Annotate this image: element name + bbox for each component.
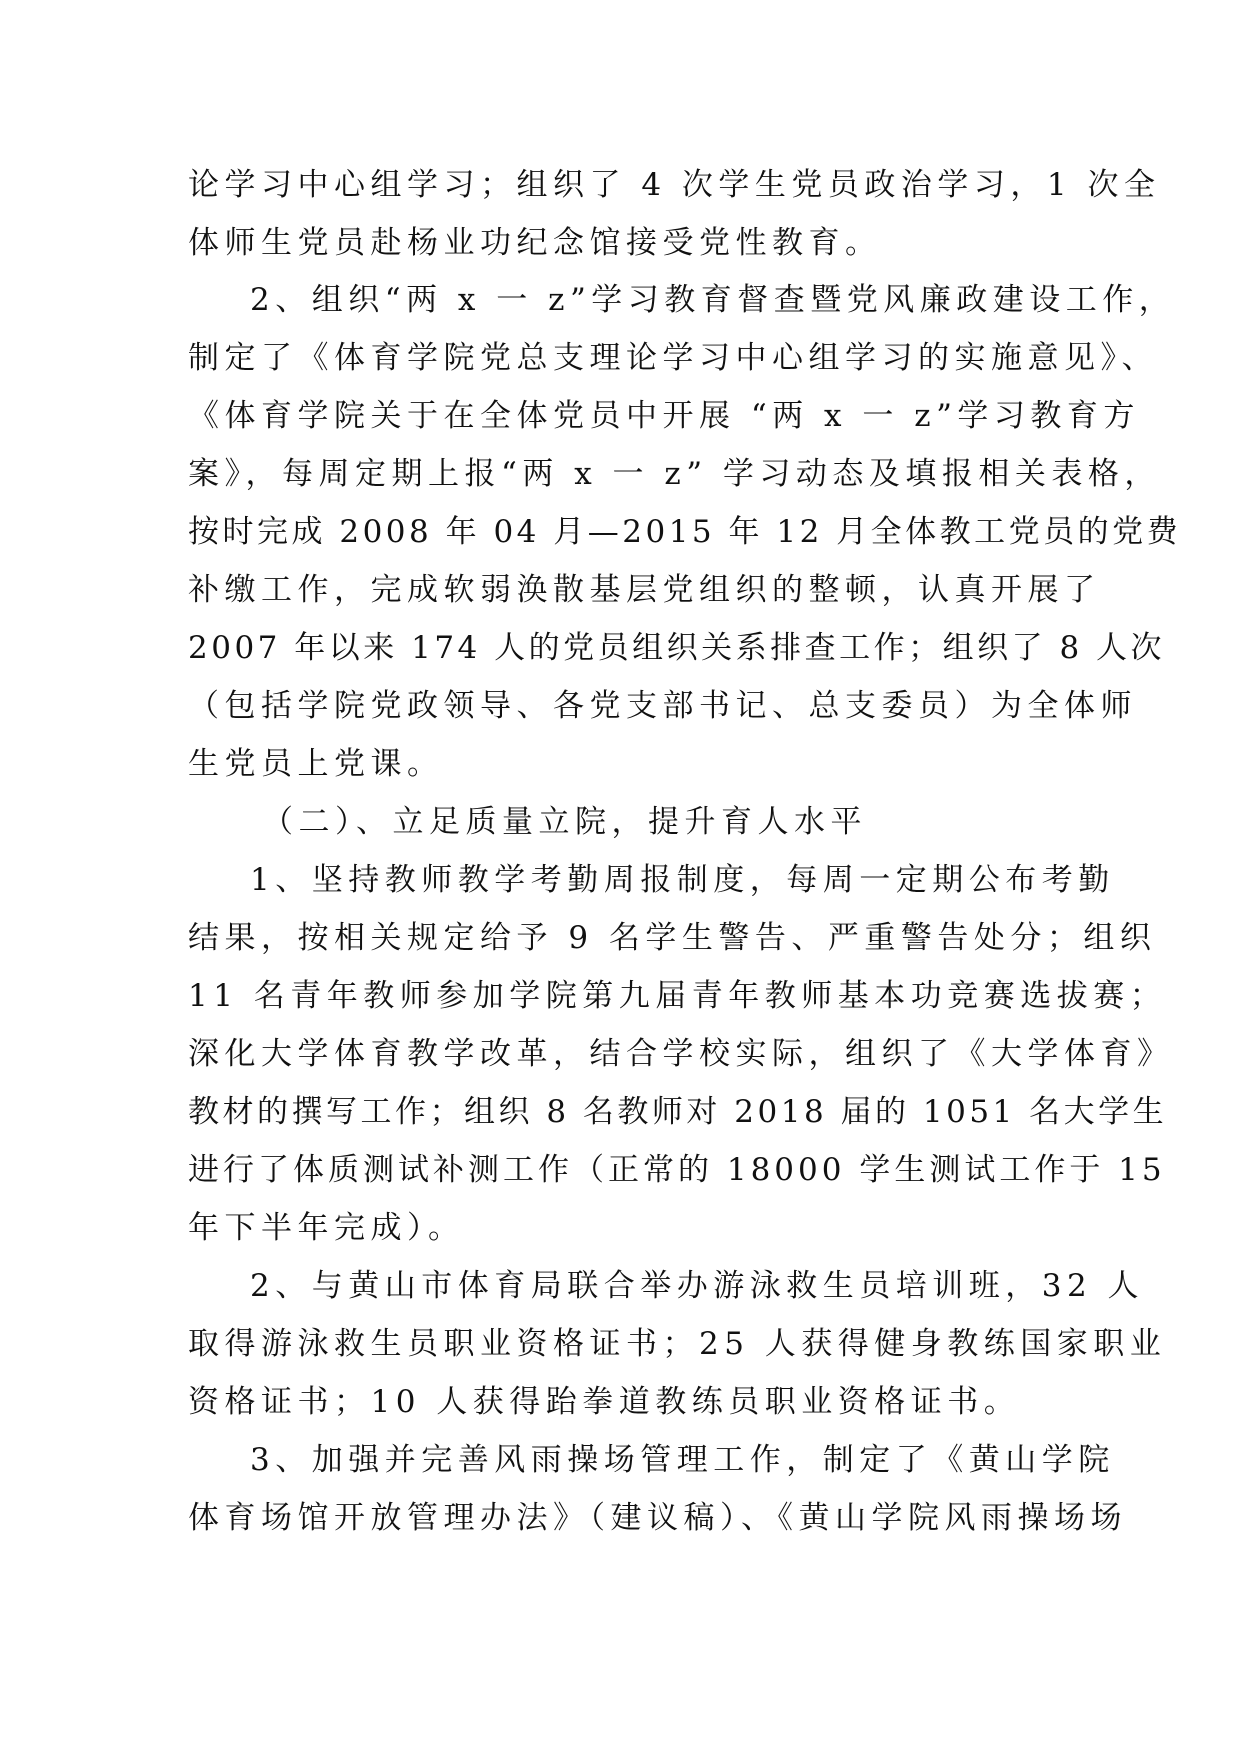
- text-line: 3、加强并完善风雨操场管理工作，制定了《黄山学院: [250, 1442, 1115, 1478]
- text-line: 补缴工作，完成软弱涣散基层党组织的整顿，认真开展了: [188, 572, 1101, 608]
- text-line: 论学习中心组学习；组织了 4 次学生党员政治学习，1 次全: [188, 167, 1161, 203]
- text-line: 体师生党员赴杨业功纪念馆接受党性教育。: [188, 225, 882, 261]
- text-line: 体育场馆开放管理办法》（建议稿）、《黄山学院风雨操场场: [188, 1500, 1127, 1536]
- text-line: 案》，每周定期上报“两 x 一 z” 学习动态及填报相关表格，: [188, 456, 1161, 492]
- text-line: 《体育学院关于在全体党员中开展 “两 x 一 z”学习教育方: [188, 398, 1140, 434]
- text-line: 制定了《体育学院党总支理论学习中心组学习的实施意见》、: [188, 340, 1158, 376]
- text-line: 教材的撰写工作；组织 8 名教师对 2018 届的 1051 名大学生: [188, 1094, 1168, 1130]
- text-line: 取得游泳救生员职业资格证书；25 人获得健身教练国家职业: [188, 1326, 1167, 1362]
- text-line: 2007 年以来 174 人的党员组织关系排查工作；组织了 8 人次: [188, 630, 1166, 666]
- text-line: 结果，按相关规定给予 9 名学生警告、严重警告处分；组织: [188, 920, 1157, 956]
- text-line: 2、组织“两 x 一 z”学习教育督查暨党风廉政建设工作，: [250, 282, 1176, 318]
- text-line: 2、与黄山市体育局联合举办游泳救生员培训班，32 人: [250, 1268, 1145, 1304]
- text-line: 年下半年完成）。: [188, 1210, 465, 1246]
- text-line: 按时完成 2008 年 04 月—2015 年 12 月全体教工党员的党费: [188, 514, 1182, 550]
- text-line: 资格证书；10 人获得跆拳道教练员职业资格证书。: [188, 1384, 1021, 1420]
- text-line: （包括学院党政领导、各党支部书记、总支委员）为全体师: [188, 688, 1137, 724]
- text-line: 深化大学体育教学改革，结合学校实际，组织了《大学体育》: [188, 1036, 1174, 1072]
- text-line: 11 名青年教师参加学院第九届青年教师基本功竞赛选拔赛；: [188, 978, 1167, 1014]
- text-line: 生党员上党课。: [188, 746, 444, 782]
- text-line: 1、坚持教师教学考勤周报制度，每周一定期公布考勤: [250, 862, 1115, 898]
- text-line: 进行了体质测试补测工作（正常的 18000 学生测试工作于 15: [188, 1152, 1166, 1188]
- section-heading: （二）、立足质量立院，提升育人水平: [262, 804, 867, 840]
